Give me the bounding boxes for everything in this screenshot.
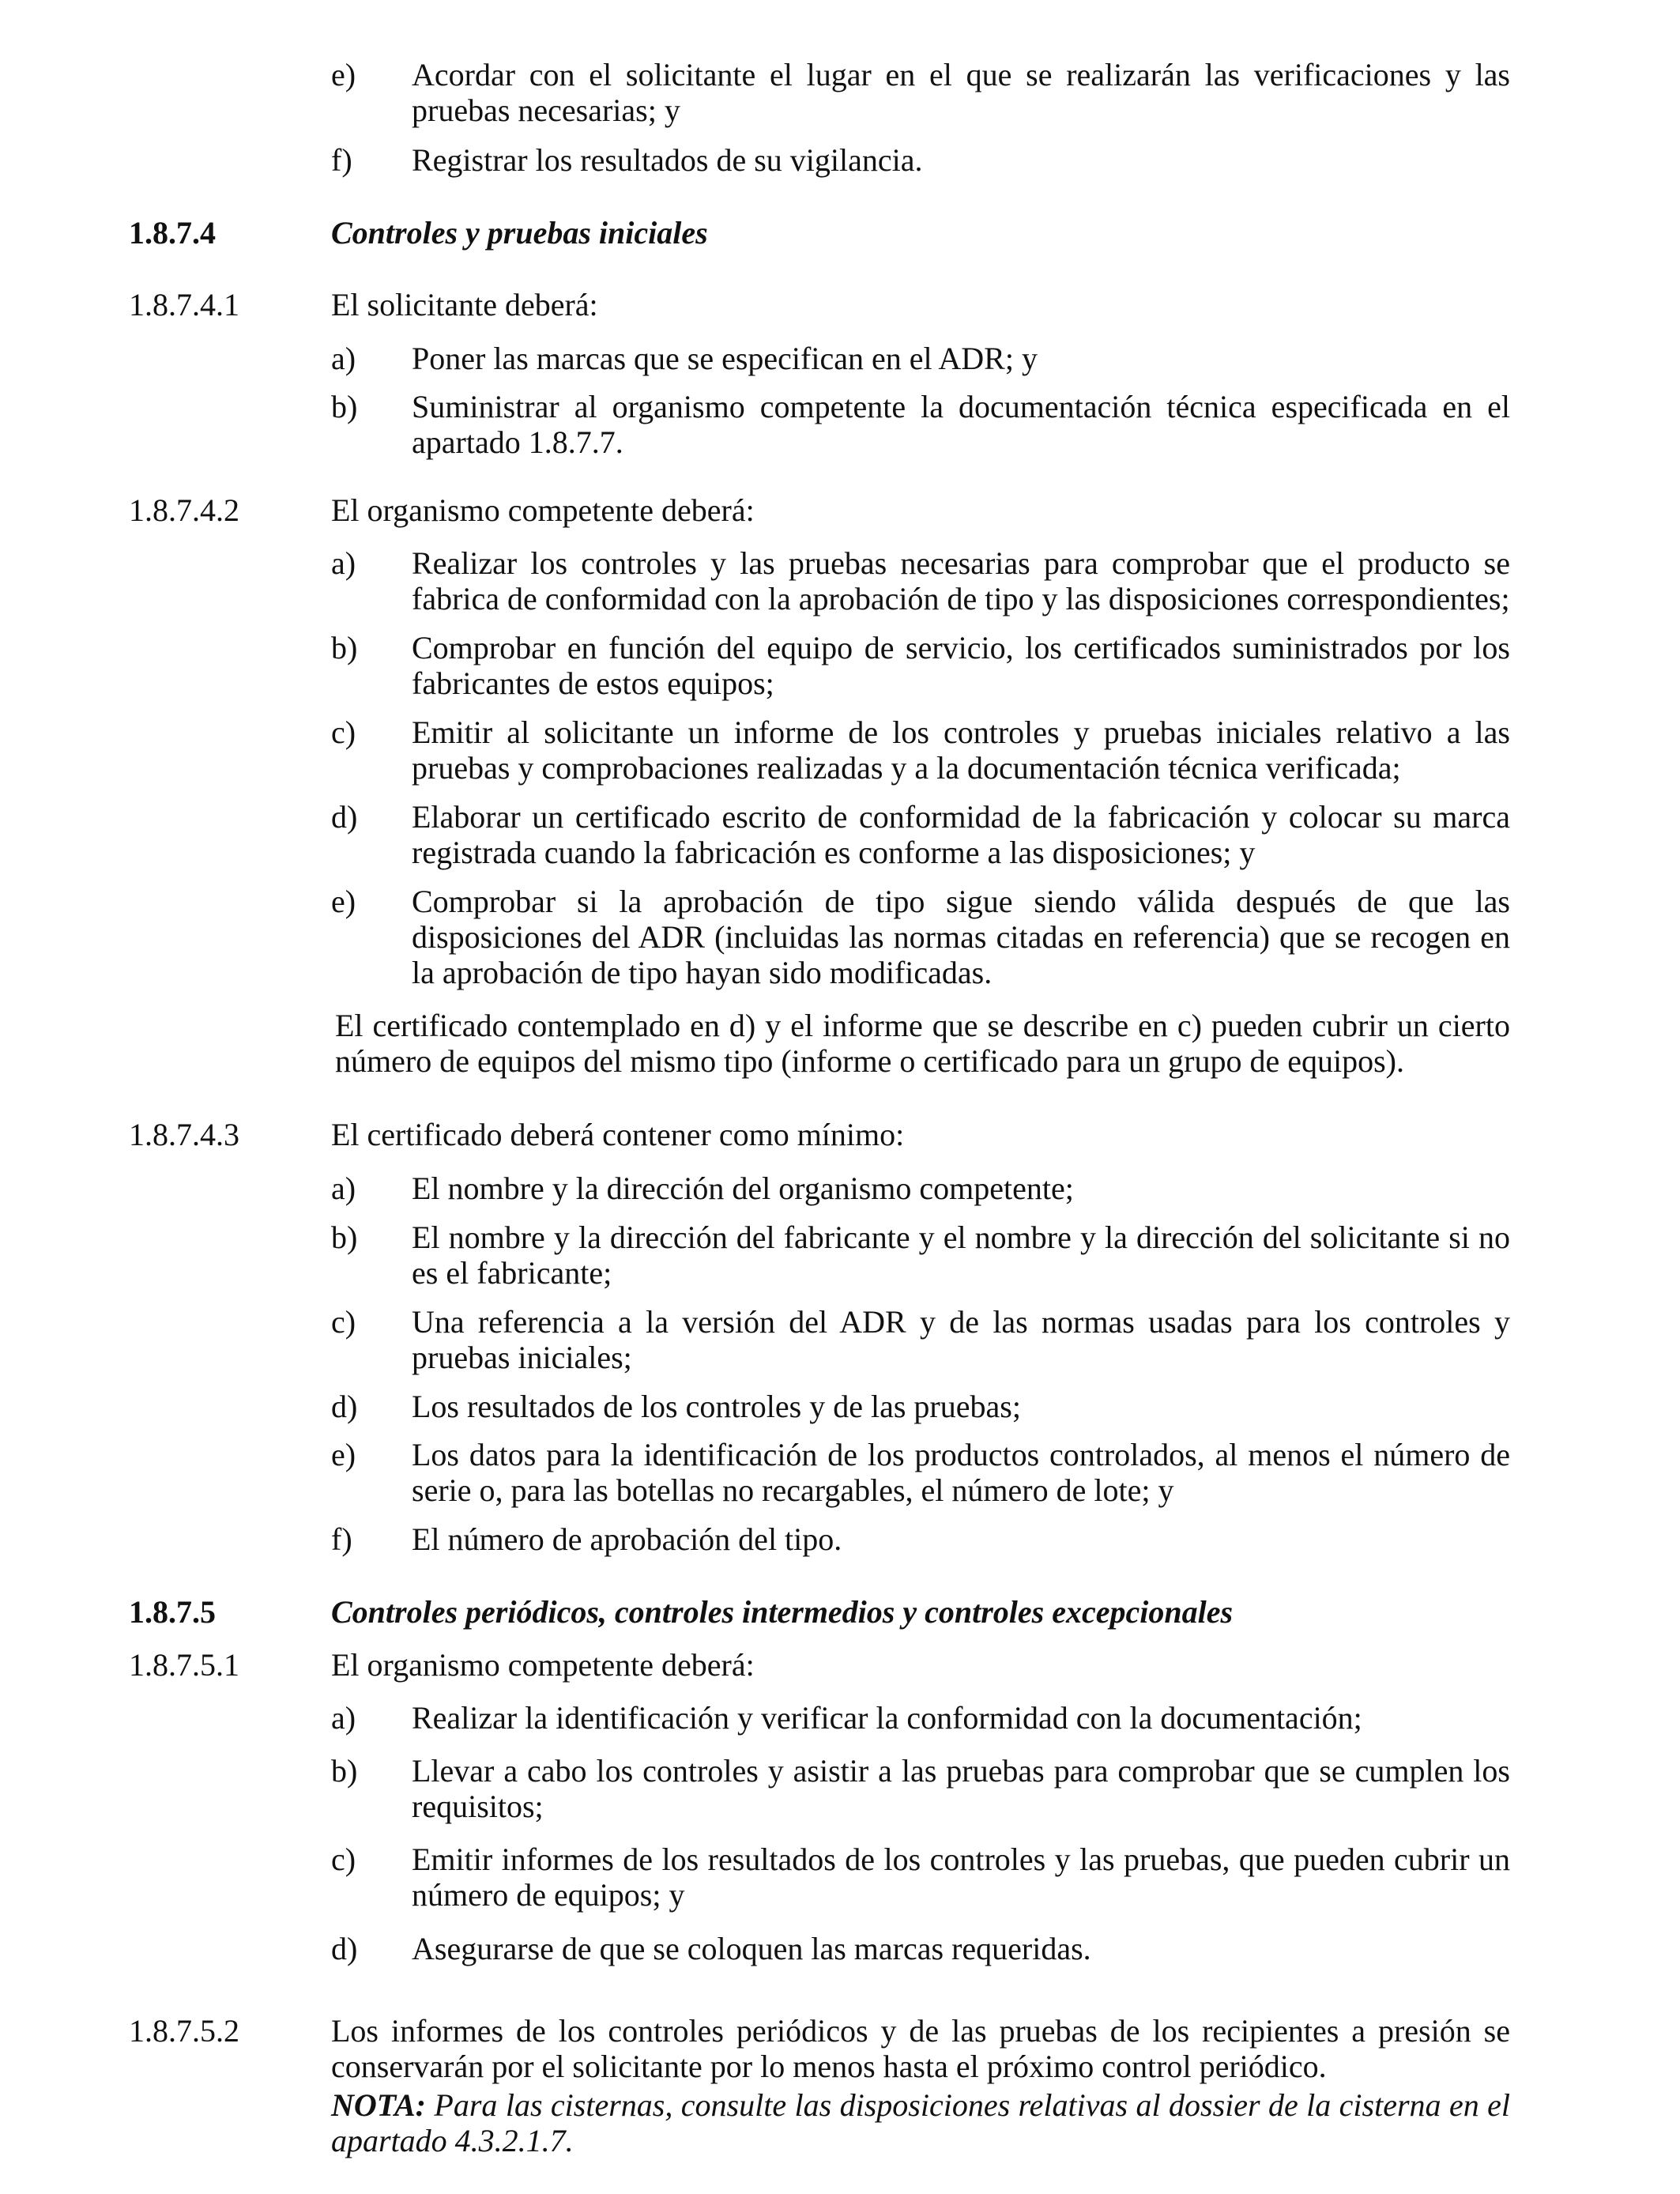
section-heading: Controles y pruebas iniciales bbox=[331, 215, 708, 251]
list-item: Llevar a cabo los controles y asistir a las pruebas para comprobar que se cumplen los requisitos; bbox=[412, 1753, 1510, 1824]
section-heading: Controles periódicos, controles intermedios y controles excepcionales bbox=[331, 1594, 1234, 1630]
list-item: El número de aprobación del tipo. bbox=[412, 1521, 842, 1557]
item-letter: c) bbox=[331, 1842, 356, 1877]
list-item: Realizar los controles y las pruebas necesarias para comprobar que el producto se fabrica de conformidad con la aprobación de tipo y las disposiciones correspondientes; bbox=[412, 545, 1510, 616]
item-letter: b) bbox=[331, 1753, 358, 1789]
list-item: Suministrar al organismo competente la documentación técnica especificada en el apartado 1.8.7.7. bbox=[412, 389, 1510, 460]
item-letter: d) bbox=[331, 799, 358, 835]
list-item: Registrar los resultados de su vigilancia. bbox=[412, 142, 923, 178]
section-number: 1.8.7.4.3 bbox=[129, 1117, 239, 1152]
item-letter: f) bbox=[331, 1521, 352, 1557]
item-letter: a) bbox=[331, 545, 356, 581]
item-letter: e) bbox=[331, 884, 356, 919]
list-item: El nombre y la dirección del organismo competente; bbox=[412, 1171, 1074, 1206]
item-letter: d) bbox=[331, 1389, 358, 1424]
list-item: Comprobar en función del equipo de servicio, los certificados suministrados por los fabricantes de estos equipos; bbox=[412, 630, 1510, 701]
item-letter: b) bbox=[331, 389, 358, 424]
list-item: Elaborar un certificado escrito de conformidad de la fabricación y colocar su marca registrada cuando la fabricación es conforme a las disposiciones; y bbox=[412, 799, 1510, 870]
note-paragraph bbox=[331, 2087, 1510, 2158]
section-lead: El organismo competente deberá: bbox=[331, 492, 755, 528]
section-paragraph: El certificado contemplado en d) y el informe que se describe en c) pueden cubrir un cierto número de equipos del mismo tipo (informe o certificado para un grupo de equipos). bbox=[335, 1008, 1510, 1079]
note-label: NOTA: bbox=[331, 2087, 426, 2123]
section-lead: El certificado deberá contener como mínimo: bbox=[331, 1117, 905, 1152]
list-item: Los datos para la identificación de los productos controlados, al menos el número de serie o, para las botellas no recargables, el número de lote; y bbox=[412, 1437, 1510, 1508]
item-letter: e) bbox=[331, 57, 356, 92]
list-item: Acordar con el solicitante el lugar en el que se realizarán las verificaciones y las pruebas necesarias; y bbox=[412, 57, 1510, 128]
item-letter: f) bbox=[331, 142, 352, 178]
item-letter: c) bbox=[331, 1304, 356, 1340]
list-item: Poner las marcas que se especifican en el ADR; y bbox=[412, 341, 1038, 376]
note-text: Para las cisternas, consulte las disposiciones relativas al dossier de la cisterna en el apartado 4.3.2.1.7. bbox=[331, 2087, 1510, 2158]
list-item: Emitir informes de los resultados de los controles y las pruebas, que pueden cubrir un número de equipos; y bbox=[412, 1842, 1510, 1913]
section-number: 1.8.7.4.1 bbox=[129, 287, 239, 322]
item-letter: a) bbox=[331, 1171, 356, 1206]
section-lead: El solicitante deberá: bbox=[331, 287, 598, 322]
item-letter: a) bbox=[331, 1700, 356, 1736]
item-letter: c) bbox=[331, 714, 356, 750]
section-paragraph: Los informes de los controles periódicos y de las pruebas de los recipientes a presión se conservarán por el solicitante por lo menos hasta el próximo control periódico. bbox=[331, 2013, 1510, 2084]
list-item: Los resultados de los controles y de las pruebas; bbox=[412, 1389, 1021, 1424]
list-item: Comprobar si la aprobación de tipo sigue siendo válida después de que las disposiciones del ADR (incluidas las normas citadas en referencia) que se recogen en la aprobación de tipo hayan sido modificadas. bbox=[412, 884, 1510, 990]
list-item: Emitir al solicitante un informe de los controles y pruebas iniciales relativo a las pruebas y comprobaciones realizadas y a la documentación técnica verificada; bbox=[412, 714, 1510, 786]
section-lead: El organismo competente deberá: bbox=[331, 1647, 755, 1683]
item-letter: e) bbox=[331, 1437, 356, 1472]
section-number: 1.8.7.4.2 bbox=[129, 492, 239, 528]
section-number: 1.8.7.5.2 bbox=[129, 2013, 239, 2049]
section-number: 1.8.7.5 bbox=[129, 1594, 216, 1630]
list-item: Realizar la identificación y verificar la conformidad con la documentación; bbox=[412, 1700, 1362, 1736]
list-item: Asegurarse de que se coloquen las marcas requeridas. bbox=[412, 1931, 1091, 1966]
list-item: El nombre y la dirección del fabricante y el nombre y la dirección del solicitante si no es el fabricante; bbox=[412, 1220, 1510, 1291]
item-letter: a) bbox=[331, 341, 356, 376]
section-number: 1.8.7.4 bbox=[129, 215, 216, 251]
list-item: Una referencia a la versión del ADR y de las normas usadas para los controles y pruebas iniciales; bbox=[412, 1304, 1510, 1375]
item-letter: b) bbox=[331, 630, 358, 665]
item-letter: b) bbox=[331, 1220, 358, 1255]
item-letter: d) bbox=[331, 1931, 358, 1966]
section-number: 1.8.7.5.1 bbox=[129, 1647, 239, 1683]
